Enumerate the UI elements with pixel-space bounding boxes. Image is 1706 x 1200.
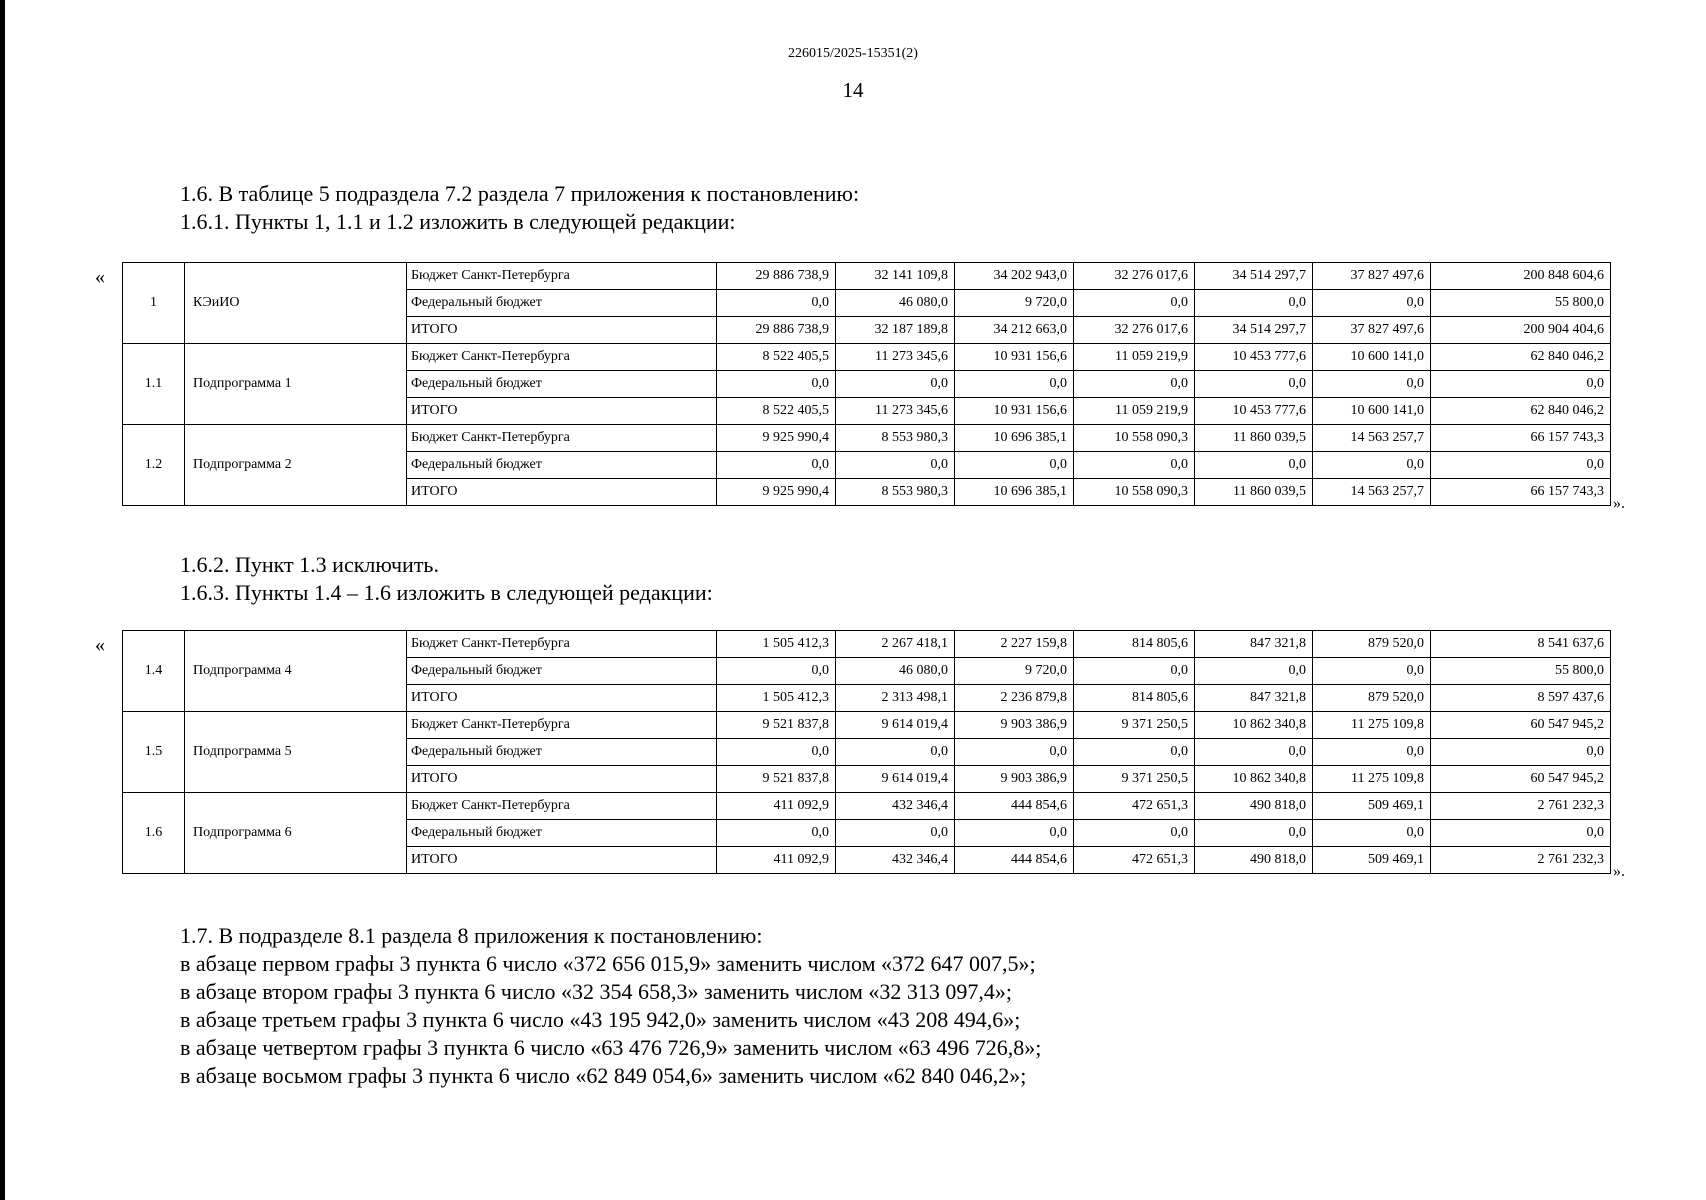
funding-source-cell: Бюджет Санкт-Петербурга [407,425,717,452]
page-number: 14 [842,78,864,102]
year-value-cell: 32 276 017,6 [1074,317,1195,344]
year-value-cell: 1 505 412,3 [717,685,836,712]
table-row [123,631,1611,658]
year-value-cell: 9 925 990,4 [717,425,836,452]
funding-source-cell: Бюджет Санкт-Петербурга [407,793,717,820]
year-value-cell: 432 346,4 [836,793,955,820]
total-value-cell: 0,0 [1431,371,1611,398]
year-value-cell: 10 453 777,6 [1195,398,1313,425]
year-value-cell: 0,0 [717,658,836,685]
year-value-cell: 444 854,6 [955,847,1074,874]
item-name-cell: Подпрограмма 4 [185,631,407,712]
total-value-cell: 200 904 404,6 [1431,317,1611,344]
year-value-cell: 11 273 345,6 [836,344,955,371]
year-value-cell: 847 321,8 [1195,631,1313,658]
year-value-cell: 11 860 039,5 [1195,425,1313,452]
year-value-cell: 9 720,0 [955,658,1074,685]
year-value-cell: 9 521 837,8 [717,712,836,739]
year-value-cell: 0,0 [1313,371,1431,398]
year-value-cell: 432 346,4 [836,847,955,874]
year-value-cell: 0,0 [717,371,836,398]
section-1-6-3-line: 1.6.3. Пункты 1.4 – 1.6 изложить в следующей редакции: [180,580,713,605]
item-name-cell: Подпрограмма 1 [185,344,407,425]
year-value-cell: 11 860 039,5 [1195,479,1313,506]
year-value-cell: 0,0 [1074,820,1195,847]
section-1-7-line: в абзаце восьмом графы 3 пункта 6 число «62 849 054,6» заменить числом «62 840 046,2»; [180,1063,1027,1088]
year-value-cell: 0,0 [836,452,955,479]
item-name-cell: КЭиИО [185,263,407,344]
item-name-cell: Подпрограмма 2 [185,425,407,506]
table-b-open-quote: « [95,634,105,656]
funding-source-cell: ИТОГО [407,847,717,874]
total-value-cell: 2 761 232,3 [1431,793,1611,820]
year-value-cell: 0,0 [955,452,1074,479]
total-value-cell: 0,0 [1431,452,1611,479]
year-value-cell: 9 903 386,9 [955,766,1074,793]
year-value-cell: 2 227 159,8 [955,631,1074,658]
year-value-cell: 0,0 [1195,290,1313,317]
table-row [123,712,1611,739]
total-value-cell: 200 848 604,6 [1431,263,1611,290]
year-value-cell: 0,0 [1074,452,1195,479]
year-value-cell: 0,0 [1195,820,1313,847]
section-1-7-line: 1.7. В подразделе 8.1 раздела 8 приложения к постановлению: [180,923,763,948]
total-value-cell: 0,0 [1431,739,1611,766]
year-value-cell: 14 563 257,7 [1313,425,1431,452]
year-value-cell: 11 059 219,9 [1074,344,1195,371]
year-value-cell: 9 720,0 [955,290,1074,317]
year-value-cell: 0,0 [717,290,836,317]
year-value-cell: 0,0 [955,820,1074,847]
year-value-cell: 0,0 [836,371,955,398]
funding-source-cell: Федеральный бюджет [407,290,717,317]
year-value-cell: 10 600 141,0 [1313,344,1431,371]
table-row [123,263,1611,290]
year-value-cell: 37 827 497,6 [1313,317,1431,344]
funding-source-cell: Федеральный бюджет [407,452,717,479]
year-value-cell: 9 371 250,5 [1074,712,1195,739]
total-value-cell: 66 157 743,3 [1431,479,1611,506]
table-a [122,262,1611,506]
funding-source-cell: Федеральный бюджет [407,820,717,847]
year-value-cell: 847 321,8 [1195,685,1313,712]
section-1-6-heading: 1.6. В таблице 5 подраздела 7.2 раздела 7 приложения к постановлению: [180,181,860,206]
year-value-cell: 11 275 109,8 [1313,712,1431,739]
year-value-cell: 1 505 412,3 [717,631,836,658]
year-value-cell: 10 931 156,6 [955,344,1074,371]
year-value-cell: 0,0 [836,739,955,766]
year-value-cell: 9 614 019,4 [836,766,955,793]
year-value-cell: 8 522 405,5 [717,398,836,425]
total-value-cell: 62 840 046,2 [1431,344,1611,371]
year-value-cell: 46 080,0 [836,658,955,685]
funding-source-cell: ИТОГО [407,766,717,793]
year-value-cell: 10 931 156,6 [955,398,1074,425]
year-value-cell: 0,0 [1313,820,1431,847]
year-value-cell: 10 558 090,3 [1074,479,1195,506]
table-b [122,630,1611,874]
section-1-7-line: в абзаце четвертом графы 3 пункта 6 число «63 476 726,9» заменить числом «63 496 726,8»; [180,1035,1042,1060]
funding-source-cell: ИТОГО [407,317,717,344]
year-value-cell: 0,0 [1074,658,1195,685]
year-value-cell: 0,0 [1313,658,1431,685]
funding-source-cell: Федеральный бюджет [407,658,717,685]
funding-source-cell: ИТОГО [407,685,717,712]
year-value-cell: 0,0 [1195,658,1313,685]
item-number-cell: 1.4 [123,631,185,712]
total-value-cell: 60 547 945,2 [1431,766,1611,793]
total-value-cell: 8 541 637,6 [1431,631,1611,658]
table-b-close-quote: ». [1613,863,1625,880]
item-number-cell: 1 [123,263,185,344]
funding-source-cell: Бюджет Санкт-Петербурга [407,631,717,658]
year-value-cell: 10 696 385,1 [955,425,1074,452]
table-row [123,425,1611,452]
funding-source-cell: Бюджет Санкт-Петербурга [407,712,717,739]
funding-source-cell: Федеральный бюджет [407,371,717,398]
section-1-7-line: в абзаце третьем графы 3 пункта 6 число «43 195 942,0» заменить числом «43 208 494,6»; [180,1007,1021,1032]
item-name-cell: Подпрограмма 5 [185,712,407,793]
section-1-7-line: в абзаце втором графы 3 пункта 6 число «32 354 658,3» заменить числом «32 313 097,4»; [180,979,1013,1004]
table-a-open-quote: « [95,266,105,288]
total-value-cell: 66 157 743,3 [1431,425,1611,452]
year-value-cell: 8 553 980,3 [836,425,955,452]
total-value-cell: 62 840 046,2 [1431,398,1611,425]
funding-source-cell: Бюджет Санкт-Петербурга [407,344,717,371]
year-value-cell: 411 092,9 [717,793,836,820]
year-value-cell: 9 614 019,4 [836,712,955,739]
year-value-cell: 2 313 498,1 [836,685,955,712]
item-number-cell: 1.5 [123,712,185,793]
total-value-cell: 8 597 437,6 [1431,685,1611,712]
year-value-cell: 14 563 257,7 [1313,479,1431,506]
year-value-cell: 0,0 [1313,739,1431,766]
year-value-cell: 9 521 837,8 [717,766,836,793]
scan-edge [0,0,5,1200]
funding-source-cell: ИТОГО [407,398,717,425]
funding-source-cell: Федеральный бюджет [407,739,717,766]
year-value-cell: 10 558 090,3 [1074,425,1195,452]
total-value-cell: 2 761 232,3 [1431,847,1611,874]
section-1-7-line: в абзаце первом графы 3 пункта 6 число «372 656 015,9» заменить числом «372 647 007,5»; [180,951,1036,976]
year-value-cell: 34 212 663,0 [955,317,1074,344]
year-value-cell: 0,0 [717,820,836,847]
year-value-cell: 472 651,3 [1074,847,1195,874]
year-value-cell: 32 187 189,8 [836,317,955,344]
year-value-cell: 0,0 [717,739,836,766]
year-value-cell: 490 818,0 [1195,847,1313,874]
year-value-cell: 10 862 340,8 [1195,712,1313,739]
section-1-6-2-line: 1.6.2. Пункт 1.3 исключить. [180,552,439,577]
year-value-cell: 37 827 497,6 [1313,263,1431,290]
year-value-cell: 814 805,6 [1074,631,1195,658]
table-row [123,793,1611,820]
year-value-cell: 0,0 [836,820,955,847]
funding-source-cell: Бюджет Санкт-Петербурга [407,263,717,290]
funding-source-cell: ИТОГО [407,479,717,506]
item-name-cell: Подпрограмма 6 [185,793,407,874]
year-value-cell: 32 276 017,6 [1074,263,1195,290]
year-value-cell: 11 275 109,8 [1313,766,1431,793]
item-number-cell: 1.2 [123,425,185,506]
year-value-cell: 490 818,0 [1195,793,1313,820]
item-number-cell: 1.1 [123,344,185,425]
year-value-cell: 0,0 [955,739,1074,766]
year-value-cell: 2 236 879,8 [955,685,1074,712]
year-value-cell: 0,0 [1074,739,1195,766]
year-value-cell: 32 141 109,8 [836,263,955,290]
table-row [123,344,1611,371]
year-value-cell: 472 651,3 [1074,793,1195,820]
year-value-cell: 879 520,0 [1313,631,1431,658]
year-value-cell: 9 925 990,4 [717,479,836,506]
year-value-cell: 2 267 418,1 [836,631,955,658]
year-value-cell: 509 469,1 [1313,793,1431,820]
year-value-cell: 46 080,0 [836,290,955,317]
year-value-cell: 10 696 385,1 [955,479,1074,506]
table-a-close-quote: ». [1613,495,1625,512]
year-value-cell: 9 903 386,9 [955,712,1074,739]
total-value-cell: 60 547 945,2 [1431,712,1611,739]
document-number: 226015/2025-15351(2) [788,46,918,61]
year-value-cell: 34 514 297,7 [1195,317,1313,344]
year-value-cell: 814 805,6 [1074,685,1195,712]
year-value-cell: 29 886 738,9 [717,317,836,344]
year-value-cell: 0,0 [1195,371,1313,398]
year-value-cell: 0,0 [955,371,1074,398]
item-number-cell: 1.6 [123,793,185,874]
year-value-cell: 0,0 [1313,290,1431,317]
year-value-cell: 411 092,9 [717,847,836,874]
year-value-cell: 0,0 [1195,739,1313,766]
year-value-cell: 0,0 [1074,371,1195,398]
year-value-cell: 0,0 [1313,452,1431,479]
year-value-cell: 509 469,1 [1313,847,1431,874]
total-value-cell: 55 800,0 [1431,290,1611,317]
year-value-cell: 10 453 777,6 [1195,344,1313,371]
year-value-cell: 8 522 405,5 [717,344,836,371]
year-value-cell: 10 600 141,0 [1313,398,1431,425]
year-value-cell: 0,0 [1195,452,1313,479]
year-value-cell: 444 854,6 [955,793,1074,820]
year-value-cell: 10 862 340,8 [1195,766,1313,793]
year-value-cell: 11 273 345,6 [836,398,955,425]
year-value-cell: 0,0 [1074,290,1195,317]
section-1-6-1-heading: 1.6.1. Пункты 1, 1.1 и 1.2 изложить в следующей редакции: [180,209,736,234]
total-value-cell: 55 800,0 [1431,658,1611,685]
year-value-cell: 11 059 219,9 [1074,398,1195,425]
year-value-cell: 8 553 980,3 [836,479,955,506]
year-value-cell: 34 202 943,0 [955,263,1074,290]
year-value-cell: 34 514 297,7 [1195,263,1313,290]
year-value-cell: 29 886 738,9 [717,263,836,290]
year-value-cell: 879 520,0 [1313,685,1431,712]
year-value-cell: 9 371 250,5 [1074,766,1195,793]
year-value-cell: 0,0 [717,452,836,479]
total-value-cell: 0,0 [1431,820,1611,847]
